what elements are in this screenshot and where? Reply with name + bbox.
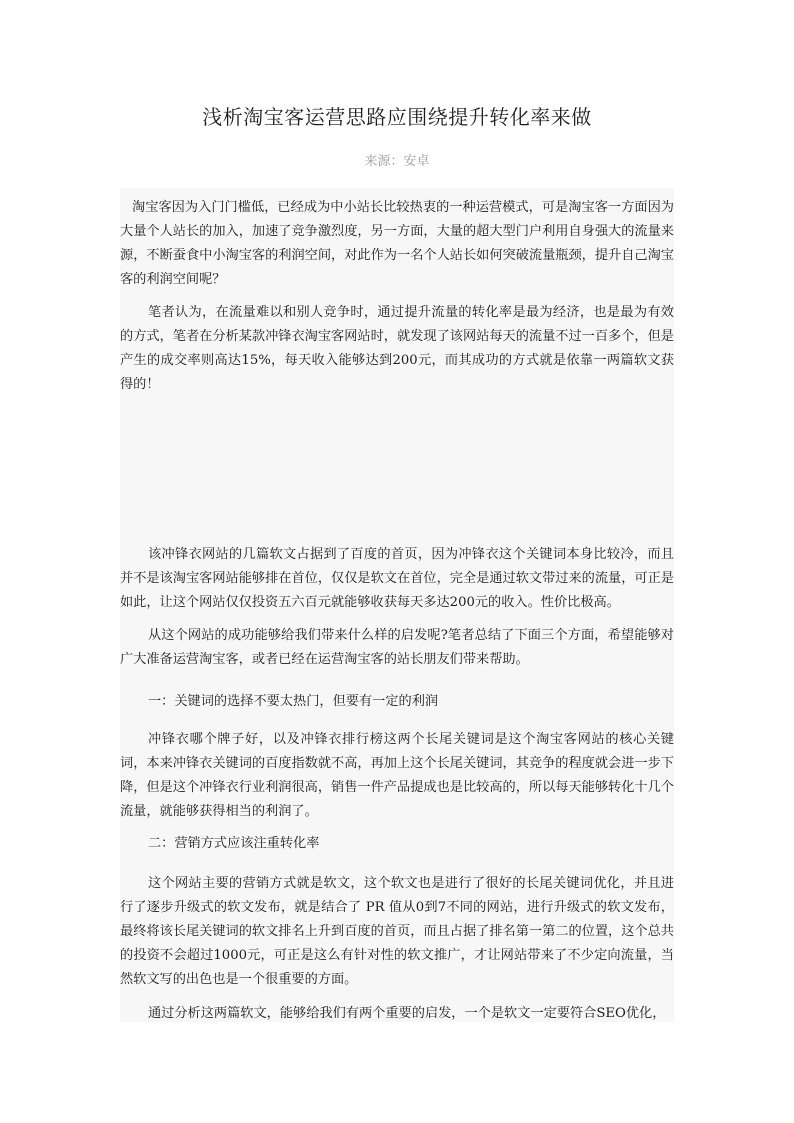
paragraph-lessons-intro: 从这个网站的成功能够给我们带来什么样的启发呢?笔者总结了下面三个方面，希望能够对广大准备运营淘宝客，或者已经在运营淘宝客的站长朋友们带来帮助。 (120, 628, 674, 667)
paragraph-intro: 淘宝客因为入门门槛低，已经成为中小站长比较热衷的一种运营模式，可是淘宝客一方面因为大量个人站长的加入，加速了竞争激烈度，另一方面，大量的超大型门户利用自身强大的流量来源，不断蚕食中小淘宝客的利润空间，对此作为一名个人站长如何突破流量瓶颈，提升自己淘宝客的利润空间呢？ (120, 200, 674, 287)
paragraph-keywords: 冲锋衣哪个牌子好，以及冲锋衣排行榜这两个长尾关键词是这个淘宝客网站的核心关键词，本来冲锋衣关键词的百度指数就不高，再加上这个长尾关键词，其竞争的程度就会进一步下降，但是这个冲锋衣行业利润很高，销售一件产品提成也是比较高的，所以每天能够转化十几个流量，就能够获得相当的利润了。 (120, 732, 674, 819)
paragraph-author-view: 笔者认为，在流量难以和别人竞争时，通过提升流量的转化率是最为经济，也是最为有效的方式，笔者在分析某款冲锋衣淘宝客网站时，就发现了该网站每天的流量不过一百多个，但是产生的成交率则高达15%，每天收入能够达到200元，而其成功的方式就是依靠一两篇软文获得的！ (120, 305, 674, 392)
article-body (120, 188, 674, 1022)
article-source: 来源：安卓 (364, 154, 430, 169)
section-heading-keywords: 一：关键词的选择不要太热门，但要有一定的利润 (148, 694, 439, 709)
blank-image-area (120, 410, 674, 530)
article-title: 浅析淘宝客运营思路应围绕提升转化率来做 (202, 105, 592, 129)
paragraph-site-analysis: 该冲锋衣网站的几篇软文占据到了百度的首页，因为冲锋衣这个关键词本身比较冷，而且并不是该淘宝客网站能够排在首位，仅仅是软文在首位，完全是通过软文带过来的流量，可正是如此，让这个网站仅仅投资五六百元就能够收获每天多达200元的收入。性价比极高。 (120, 547, 674, 610)
section-heading-marketing: 二：营销方式应该注重转化率 (148, 836, 320, 851)
paragraph-marketing: 这个网站主要的营销方式就是软文，这个软文也是进行了很好的长尾关键词优化，并且进行了逐步升级式的软文发布，就是结合了 PR 值从0到7不同的网站，进行升级式的软文发布，最终将该长尾关键词的软文排名上升到百度的首页，而且占据了排名第一第二的位置，这个总共的投资不会超过1000元，可正是这么有针对性的软文推广，才让网站带来了不少定向流量，当然软文写的出色也是一个很重要的方面。 (120, 876, 674, 987)
paragraph-conclusion: 通过分析这两篇软文，能够给我们有两个重要的启发，一个是软文一定要符合SEO优化， (148, 1006, 666, 1021)
